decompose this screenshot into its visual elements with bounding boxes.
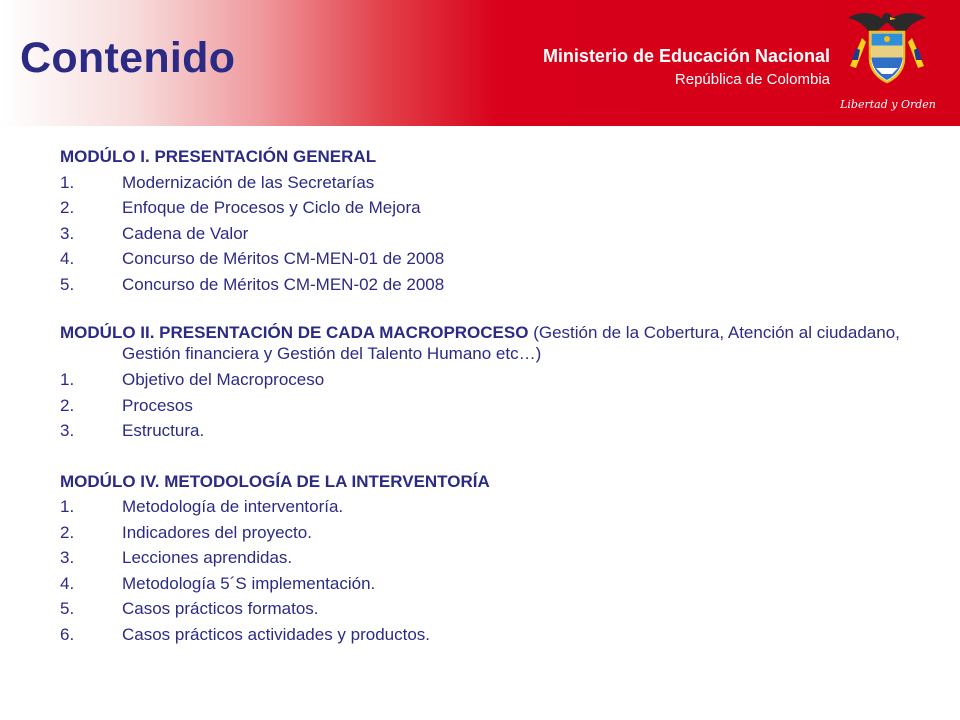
list-item: 1. Objetivo del Macroproceso: [60, 370, 325, 389]
list-item: 3. Estructura.: [60, 421, 205, 440]
module-title: MODÚLO I. PRESENTACIÓN GENERAL: [60, 147, 377, 166]
list-item: 5. Casos prácticos formatos.: [60, 599, 319, 618]
list-item: 3. Lecciones aprendidas.: [60, 548, 293, 567]
list-item: 6. Casos prácticos actividades y productos.: [60, 624, 431, 644]
list-item: 1. Metodología de interventoría.: [60, 497, 344, 516]
module-title: MODÚLO IV. METODOLOGÍA DE LA INTERVENTORÍA: [60, 471, 490, 491]
module-items: [60, 367, 940, 444]
list-item: 4. Concurso de Méritos CM-MEN-01 de 2008: [60, 249, 445, 268]
list-item: 3. Cadena de Valor: [60, 223, 249, 243]
ministry-name: Ministerio de Educación Nacional: [542, 46, 830, 66]
module-2: [60, 322, 940, 444]
header-banner: [0, 0, 960, 126]
list-item: 2. Enfoque de Procesos y Ciclo de Mejora: [60, 198, 421, 217]
module-title: MODÚLO II. PRESENTACIÓN DE CADA MACROPROCESO (Gestión de la Cobertura, Atención al ciudadano, Gestión financiera y Gestión del Talento Humano etc…): [60, 323, 900, 363]
module-4: [60, 469, 940, 648]
list-item: 1. Modernización de las Secretarías: [60, 172, 375, 192]
colombia-coat-of-arms-icon: [846, 8, 928, 88]
list-item: 4. Metodología 5´S implementación.: [60, 573, 376, 593]
list-item: 2. Procesos: [60, 395, 193, 415]
ministry-block: [543, 45, 830, 91]
contents-list: [60, 144, 940, 647]
module-items: [60, 170, 940, 298]
module-1: [60, 144, 940, 297]
module-items: [60, 494, 940, 647]
country-name: República de Colombia: [674, 71, 830, 88]
page-title: Contenido: [20, 34, 236, 82]
list-item: 2. Indicadores del proyecto.: [60, 522, 312, 542]
list-item: 5. Concurso de Méritos CM-MEN-02 de 2008: [60, 274, 445, 294]
motto-ribbon: Libertad y Orden: [840, 98, 936, 111]
